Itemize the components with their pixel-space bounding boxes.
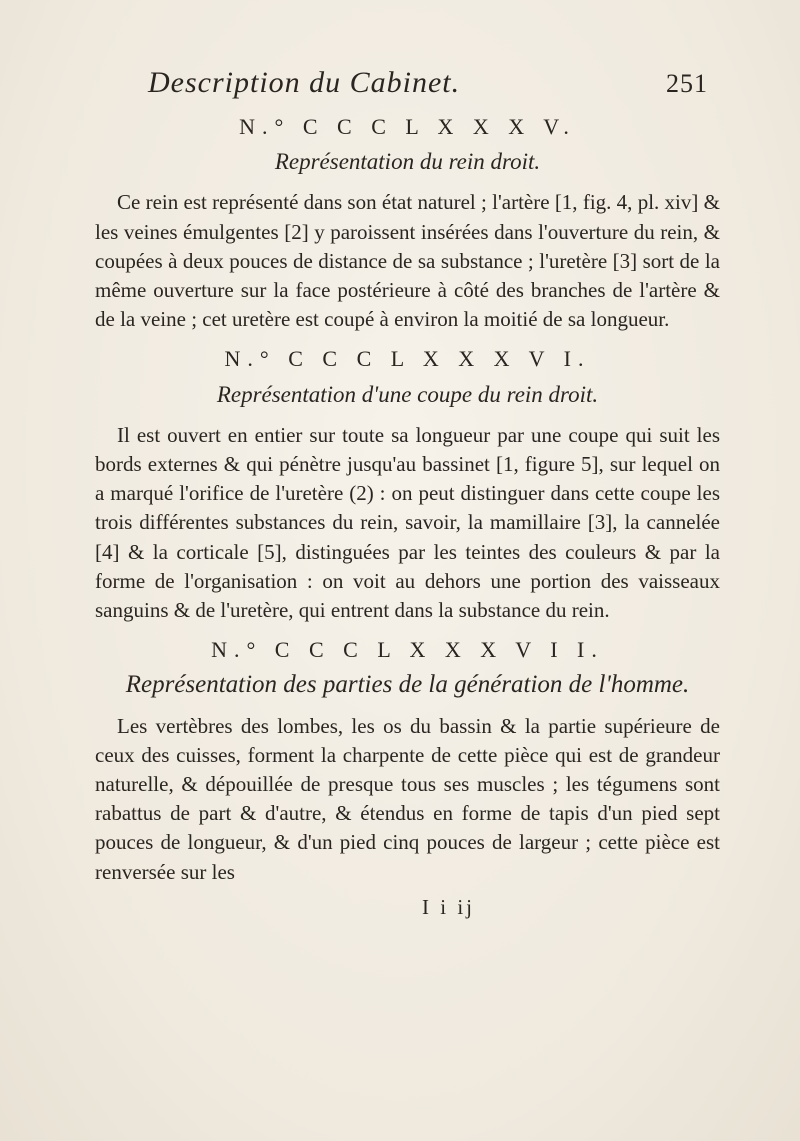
running-head [148, 66, 708, 100]
entry-paragraph: Ce rein est représenté dans son état naturel ; l'artère [1, fig. 4, pl. xiv] & les veines émulgentes [2] y paroissent insérées dans l'ouverture du rein, & coupées à deux pouces de distance de sa substance ; l'uretère [3] sort de la même ouverture sur la face postérieure à côté des branches de l'artère & de la veine ; cet uretère est coupé à environ la moitié de sa longueur. [95, 190, 720, 332]
entry-number: N.° C C C L X X X V. [239, 114, 576, 139]
entry-paragraph: Il est ouvert en entier sur toute sa longueur par une coupe qui suit les bords externes & qui pénètre jusqu'au bassinet [1, figure 5], sur lequel on a marqué l'orifice de l'uretère (2) : on peut distinguer dans cette coupe les trois différentes substances du rein, savoir, la mamillaire [3], la cannelée [4] & la corticale [5], distinguées par les teintes des couleurs & par la forme de l'organisation : on voit au dehors une portion des vaisseaux sanguins & de l'uretère, qui entrent dans la substance du rein. [95, 422, 720, 623]
entry-title: Représentation des parties de la génération de l'homme. [125, 671, 690, 699]
entry-title: Représentation d'une coupe du rein droit. [216, 381, 599, 407]
signature-mark: I i ij [422, 894, 475, 919]
entry-title: Représentation du rein droit. [274, 149, 541, 175]
entry-number: N.° C C C L X X X V I. [224, 346, 591, 372]
entry-number: N.° C C C L X X X V I I. [211, 637, 604, 663]
page-number: 251 [666, 69, 708, 98]
text-block [95, 106, 720, 922]
entry-paragraph: Les vertèbres des lombes, les os du bassin & la partie supérieure de ceux des cuisses, forment la charpente de cette pièce qui est de grandeur naturelle, & dépouillée de presque tous ses muscles ; les tégumens sont rabattus de part & d'autre, & étendus en forme de tapis d'un pied sept pouces de longueur, & d'un pied cinq pouces de largeur ; cette pièce est renversée sur les [95, 713, 720, 884]
running-head-title: Description du Cabinet. [148, 66, 461, 99]
